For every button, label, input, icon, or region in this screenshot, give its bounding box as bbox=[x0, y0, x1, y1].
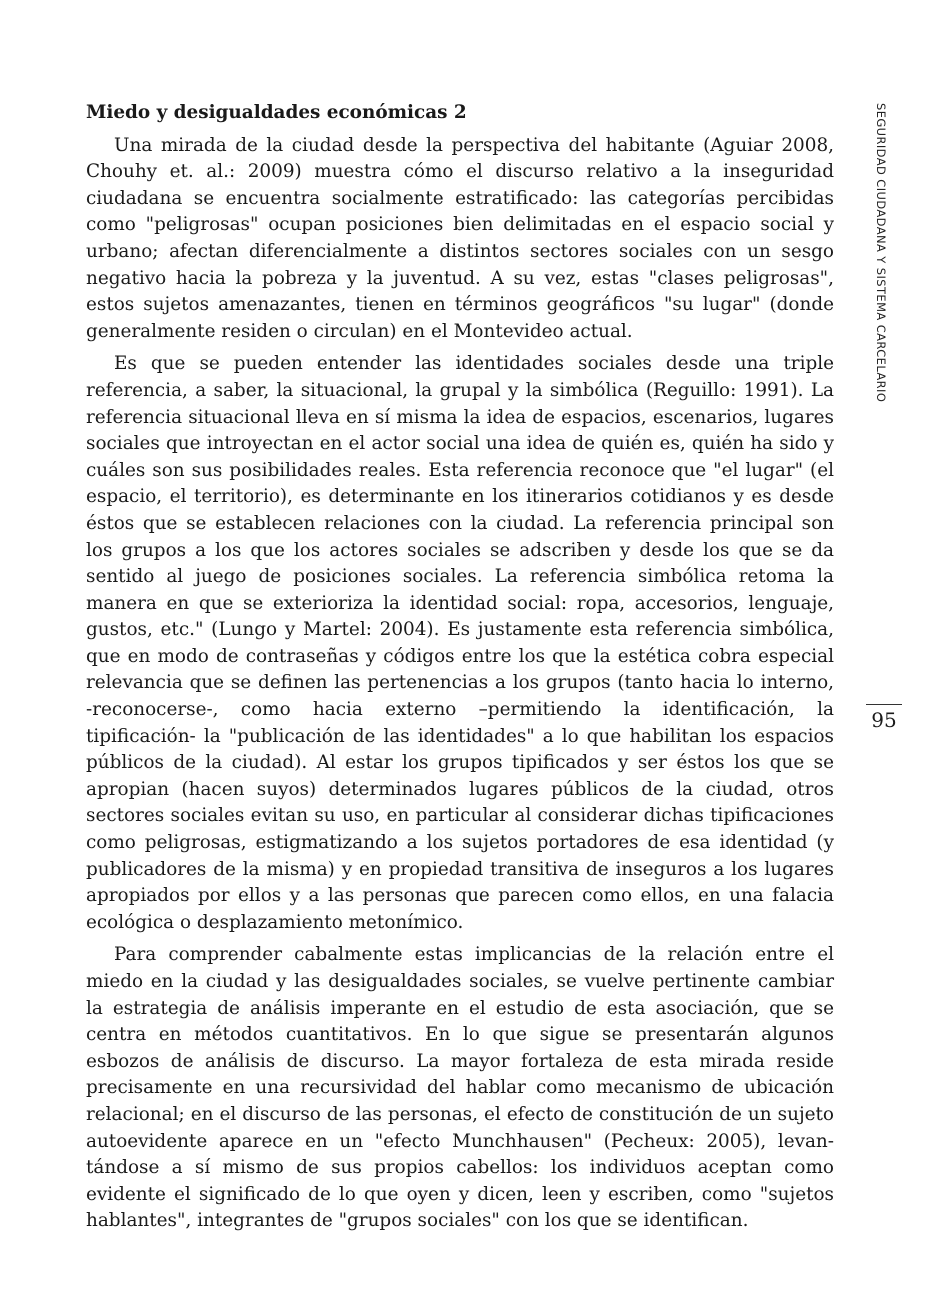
page-number-rule bbox=[866, 704, 902, 705]
paragraph-2: Es que se pueden entender las identidades sociales desde una triple referencia, a saber, la situacional, la grupal y la simbólica (Reguillo: 1991). La referencia situacional lleva en sí misma la idea de espacios, escenarios, lugares sociales que introyectan en el actor social una idea de quién es, quién ha sido y cuáles son sus posibilidades reales. Esta referencia reconoce que "el lugar" (el espacio, el territorio), es determinante en los itinerarios cotidianos y es desde éstos que se establecen relaciones con la ciudad. La referencia principal son los grupos a los que los actores sociales se adscriben y desde los que se da sentido al juego de posiciones sociales. La referencia simbólica retoma la manera en que se exterioriza la identidad social: ropa, accesorios, lenguaje, gustos, etc." (Lungo y Martel: 2004). Es justamente esta referencia simbólica, que en modo de contraseñas y códigos entre los que la estética cobra especial relevancia que se definen las pertenencias a los grupos (tanto hacia lo interno, -reconocerse-, como hacia externo –permitiendo la identificación, la tipificación- la "publicación de las identidades" a lo que habilitan los espacios públicos de la ciudad). Al estar los grupos tipificados y ser éstos los que se apropian (hacen suyos) determinados lugares públicos de la ciudad, otros sectores sociales evitan su uso, en particular al considerar dichas tipificaciones como peligrosas, estigmatizando a los sujetos portadores de esa identidad (y publicadores de la misma) y en propiedad transitiva de inseguros a los lugares apropiados por ellos y a las personas que parecen como ellos, en una falacia ecológica o desplazamiento metonímico. bbox=[86, 353, 834, 933]
section-heading: Miedo y desigualdades económicas 2 bbox=[86, 102, 467, 123]
running-header: SEGURIDAD CIUDADANA Y SISTEMA CARCELARIO bbox=[874, 103, 888, 403]
page-number: 95 bbox=[871, 708, 897, 732]
body-text bbox=[86, 100, 834, 1241]
paragraph-1: Una mirada de la ciudad desde la perspectiva del habitante (Aguiar 2008, Chouhy et. al.: 2009) muestra cómo el discurso relativo a la inseguridad ciudadana se encuentra socialmente estratificado: las categorías percibidas como "peligrosas" ocupan posiciones bien delimitadas en el espacio social y urbano; afectan diferencialmente a distintos sectores sociales con un sesgo negativo hacia la pobreza y la juventud. A su vez, estas "clases peligrosas", estos sujetos amenazantes, tienen en términos geográficos "su lugar" (donde generalmente residen o circulan) en el Montevideo actual. bbox=[86, 134, 834, 342]
paragraph-3: Para comprender cabalmente estas implicancias de la relación entre el miedo en la ciudad y las desigualdades sociales, se vuelve pertinente cambiar la estrategia de análisis imperante en el estudio de esta asociación, que se centra en métodos cuantitativos. En lo que sigue se presentarán algunos esbozos de análisis de discurso. La mayor fortaleza de esta mirada reside precisamente en una recursividad del hablar como mecanismo de ubicación relacional; en el discurso de las personas, el efecto de constitución de un sujeto autoevidente aparece en un "efecto Munchhausen" (Pecheux: 2005), levantándose a sí mismo de sus propios cabellos: los individuos aceptan como evidente el significado de lo que oyen y dicen, leen y escriben, como "sujetos hablantes", integrantes de "grupos sociales" con los que se identifican. bbox=[86, 944, 834, 1232]
